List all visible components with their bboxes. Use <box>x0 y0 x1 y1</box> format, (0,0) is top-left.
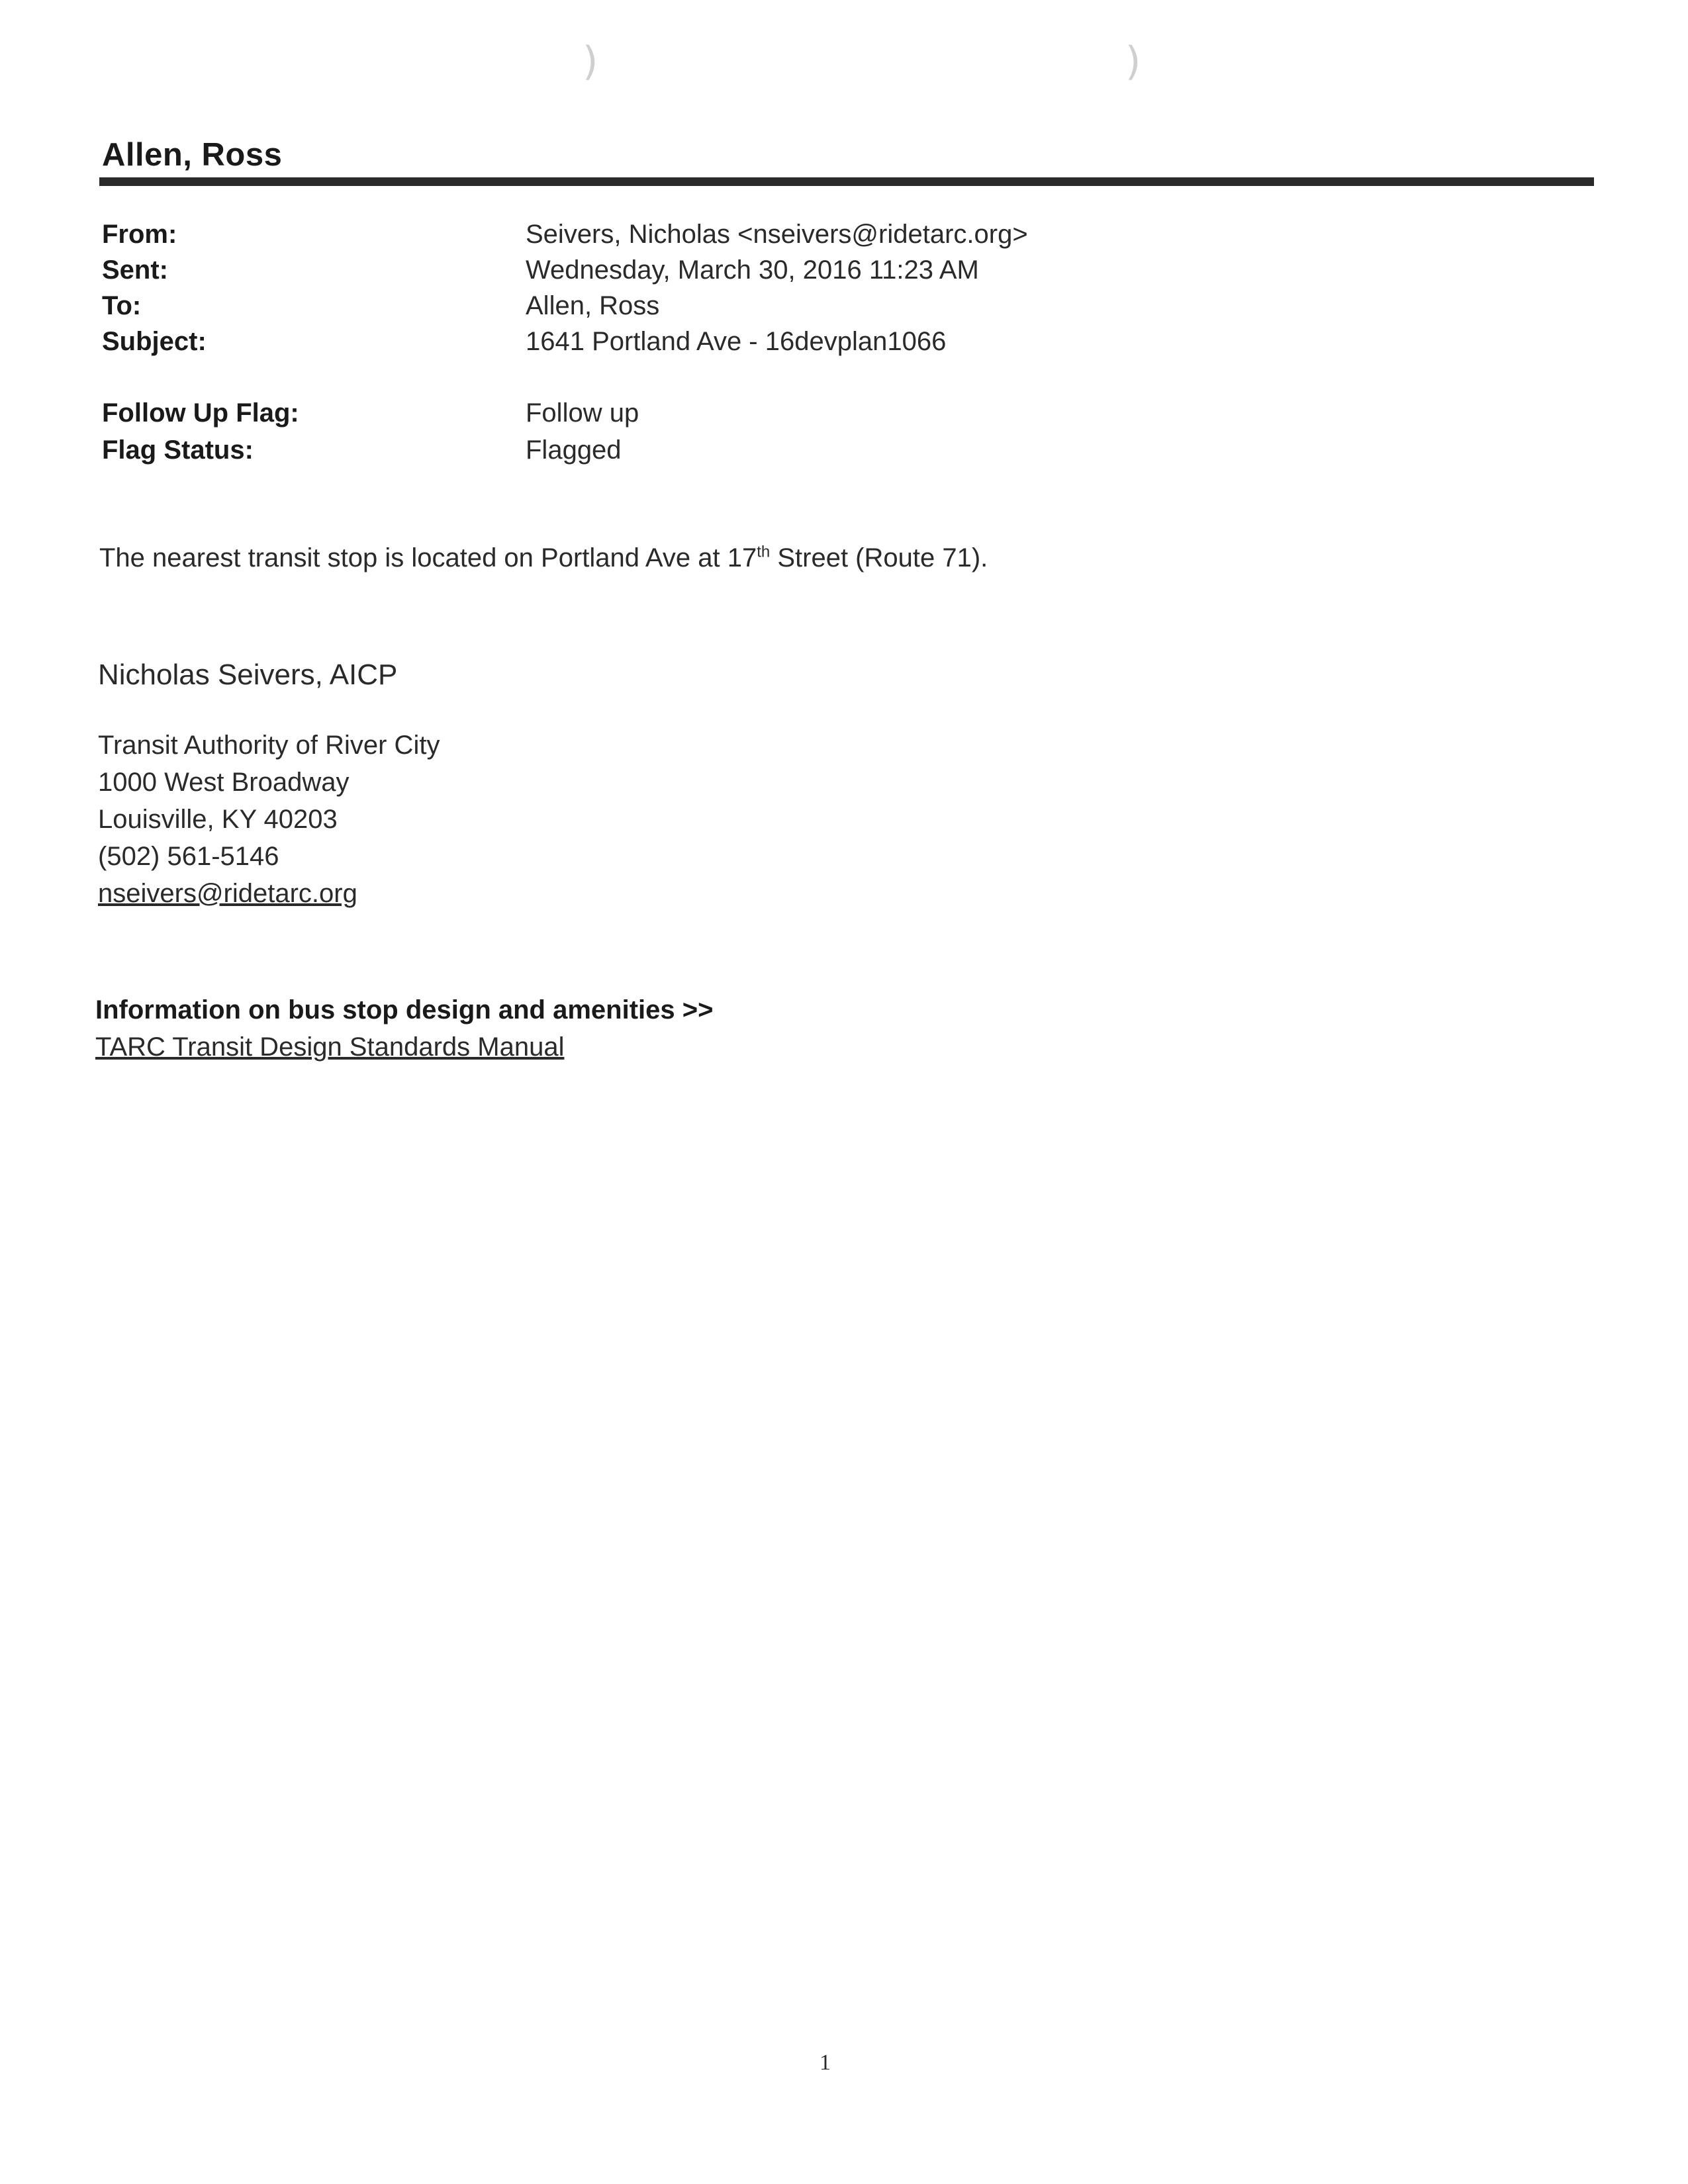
signature-phone: (502) 561-5146 <box>98 842 279 871</box>
body-text-main: The nearest transit stop is located on Portland Ave at 17 <box>99 543 757 572</box>
scan-artifact: ) <box>1125 38 1141 85</box>
header-to-row <box>102 287 1558 324</box>
header-subject-row <box>102 323 1558 360</box>
scan-artifact: ) <box>583 38 598 85</box>
to-label: To: <box>102 291 142 320</box>
from-label: From: <box>102 220 177 249</box>
follow-up-flag-value: Follow up <box>526 398 639 428</box>
signature-name: Nicholas Seivers, AICP <box>98 659 398 691</box>
sent-value: Wednesday, March 30, 2016 11:23 AM <box>526 255 979 285</box>
signature-email-link[interactable]: nseivers@ridetarc.org <box>98 879 357 908</box>
signature-address-line-2: Louisville, KY 40203 <box>98 805 338 834</box>
header-flag-status-row <box>102 432 1558 469</box>
message-body <box>99 539 988 576</box>
flag-status-label: Flag Status: <box>102 435 254 465</box>
from-value: Seivers, Nicholas <nseivers@ridetarc.org> <box>526 220 1028 249</box>
signature-address-line-1: 1000 West Broadway <box>98 768 350 797</box>
body-text-end: Street (Route 71). <box>770 543 988 572</box>
to-value: Allen, Ross <box>526 291 660 320</box>
body-superscript: th <box>757 543 771 561</box>
subject-label: Subject: <box>102 327 207 356</box>
header-from-row <box>102 216 1558 253</box>
design-standards-manual-link[interactable]: TARC Transit Design Standards Manual <box>95 1032 565 1062</box>
follow-up-flag-label: Follow Up Flag: <box>102 398 299 428</box>
mailbox-owner-name: Allen, Ross <box>102 137 283 173</box>
header-sent-row <box>102 251 1558 289</box>
bus-stop-info-heading: Information on bus stop design and amenities >> <box>95 995 714 1024</box>
page-number: 1 <box>820 2050 831 2075</box>
flag-status-value: Flagged <box>526 435 622 465</box>
signature-organization: Transit Authority of River City <box>98 731 440 760</box>
header-follow-up-row <box>102 394 1558 432</box>
header-divider <box>99 177 1594 186</box>
sent-label: Sent: <box>102 255 168 285</box>
subject-value: 1641 Portland Ave - 16devplan1066 <box>526 327 947 356</box>
